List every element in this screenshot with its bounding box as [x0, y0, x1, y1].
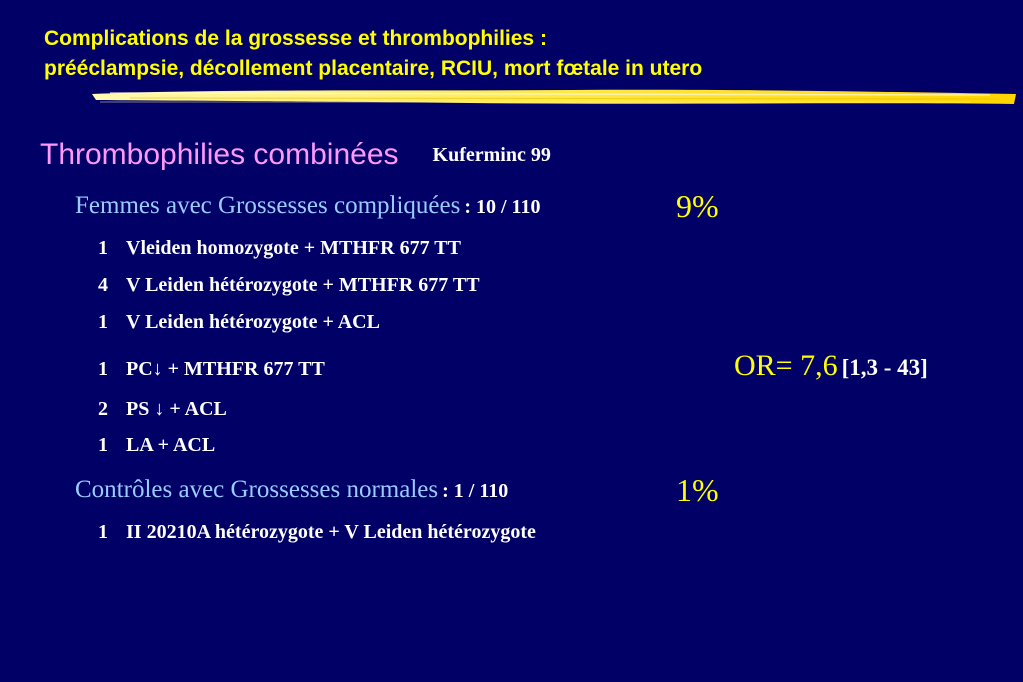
list-item-count: 2 — [98, 398, 108, 420]
controls-count: : 1 / 110 — [442, 480, 509, 502]
list-item — [98, 358, 325, 381]
heading-reference: Kuferminc 99 — [432, 144, 551, 166]
cases-label: Femmes avec Grossesses compliquées — [75, 192, 461, 219]
cases-percent: 9% — [676, 188, 719, 224]
heading-title: Thrombophilies combinées — [40, 138, 399, 171]
list-item — [98, 311, 380, 334]
list-item-count: 4 — [98, 274, 108, 296]
list-item — [98, 434, 215, 457]
odds-ratio-ci: [1,3 - 43] — [841, 355, 928, 380]
list-item — [98, 274, 480, 297]
controls-section-header — [75, 476, 508, 504]
section-heading — [40, 138, 551, 172]
list-item — [98, 521, 536, 544]
slide-title — [44, 24, 702, 84]
list-item — [98, 237, 461, 260]
list-item-text: PC↓ + MTHFR 677 TT — [126, 358, 325, 380]
list-item-text: II 20210A hétérozygote + V Leiden hétérozygote — [126, 521, 536, 543]
cases-section-header — [75, 192, 540, 220]
odds-ratio — [734, 349, 928, 383]
list-item — [98, 398, 227, 421]
list-item-count: 1 — [98, 358, 108, 380]
list-item-count: 1 — [98, 521, 108, 543]
list-item-text: Vleiden homozygote + MTHFR 677 TT — [126, 237, 461, 259]
list-item-count: 1 — [98, 434, 108, 456]
title-underline-stroke — [90, 86, 1018, 108]
list-item-count: 1 — [98, 237, 108, 259]
controls-label: Contrôles avec Grossesses normales — [75, 476, 439, 503]
list-item-count: 1 — [98, 311, 108, 333]
slide-title-line1: Complications de la grossesse et thrombophilies : — [44, 27, 547, 50]
list-item-text: V Leiden hétérozygote + ACL — [126, 311, 380, 333]
controls-percent: 1% — [676, 472, 719, 508]
list-item-text: PS ↓ + ACL — [126, 398, 227, 420]
list-item-text: LA + ACL — [126, 434, 216, 456]
slide-title-line2: prééclampsie, décollement placentaire, RCIU, mort fœtale in utero — [44, 57, 703, 80]
list-item-text: V Leiden hétérozygote + MTHFR 677 TT — [126, 274, 480, 296]
cases-count: : 10 / 110 — [464, 196, 541, 218]
odds-ratio-value: OR= 7,6 — [734, 349, 838, 382]
